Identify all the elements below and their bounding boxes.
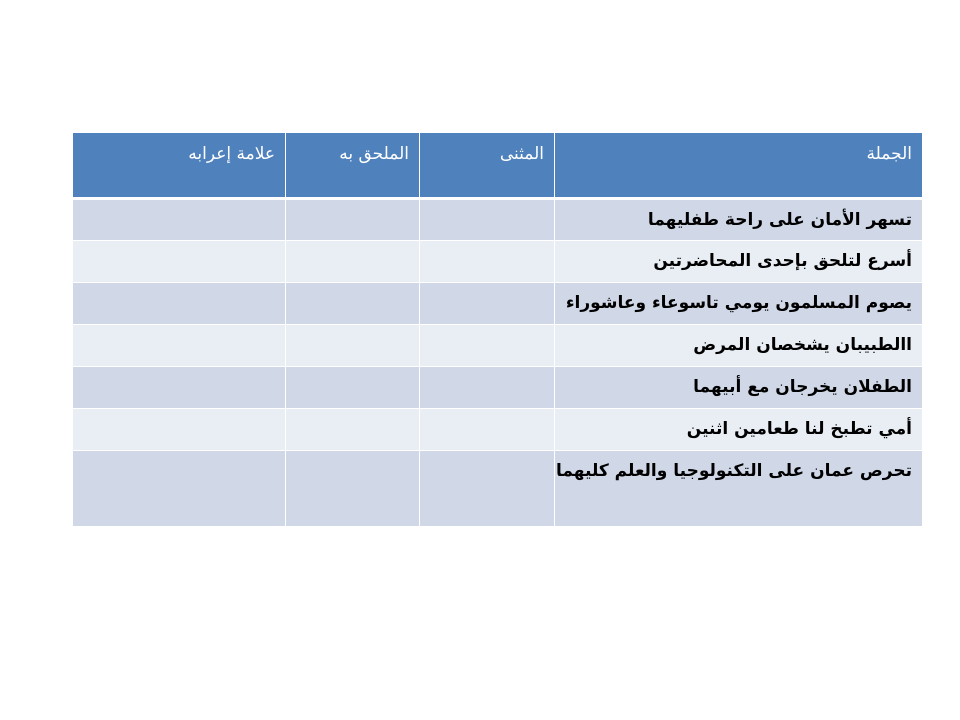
cell-sentence: أمي تطبخ لنا طعامين اثنين <box>555 408 923 450</box>
cell-sentence: تسهر الأمان على راحة طفليهما <box>555 198 923 240</box>
cell-dual <box>420 324 555 366</box>
table-row <box>73 198 923 240</box>
header-mark: علامة إعرابه <box>73 133 286 198</box>
table-body <box>73 198 923 526</box>
table-row <box>73 366 923 408</box>
cell-mark <box>73 450 286 526</box>
cell-mark <box>73 408 286 450</box>
cell-sentence: الطفلان يخرجان مع أبيهما <box>555 366 923 408</box>
cell-attached <box>286 282 420 324</box>
header-row <box>73 133 923 198</box>
cell-mark <box>73 366 286 408</box>
cell-dual <box>420 408 555 450</box>
cell-mark <box>73 324 286 366</box>
cell-sentence: تحرص عمان على التكنولوجيا والعلم كليهما <box>555 450 923 526</box>
cell-mark <box>73 282 286 324</box>
cell-sentence: االطبيبان يشخصان المرض <box>555 324 923 366</box>
table-row <box>73 324 923 366</box>
cell-attached <box>286 240 420 282</box>
cell-dual <box>420 240 555 282</box>
grammar-table <box>72 133 923 527</box>
cell-dual <box>420 282 555 324</box>
cell-dual <box>420 450 555 526</box>
table-row <box>73 282 923 324</box>
cell-attached <box>286 324 420 366</box>
cell-sentence: أسرع لتلحق بإحدى المحاضرتين <box>555 240 923 282</box>
cell-attached <box>286 198 420 240</box>
cell-dual <box>420 366 555 408</box>
table-row <box>73 240 923 282</box>
cell-mark <box>73 240 286 282</box>
cell-dual <box>420 198 555 240</box>
header-attached: الملحق به <box>286 133 420 198</box>
header-sentence: الجملة <box>555 133 923 198</box>
cell-mark <box>73 198 286 240</box>
cell-attached <box>286 366 420 408</box>
table-row <box>73 450 923 526</box>
table-row <box>73 408 923 450</box>
cell-sentence: يصوم المسلمون يومي تاسوعاء وعاشوراء <box>555 282 923 324</box>
cell-attached <box>286 450 420 526</box>
header-dual: المثنى <box>420 133 555 198</box>
table-header <box>73 133 923 198</box>
cell-attached <box>286 408 420 450</box>
